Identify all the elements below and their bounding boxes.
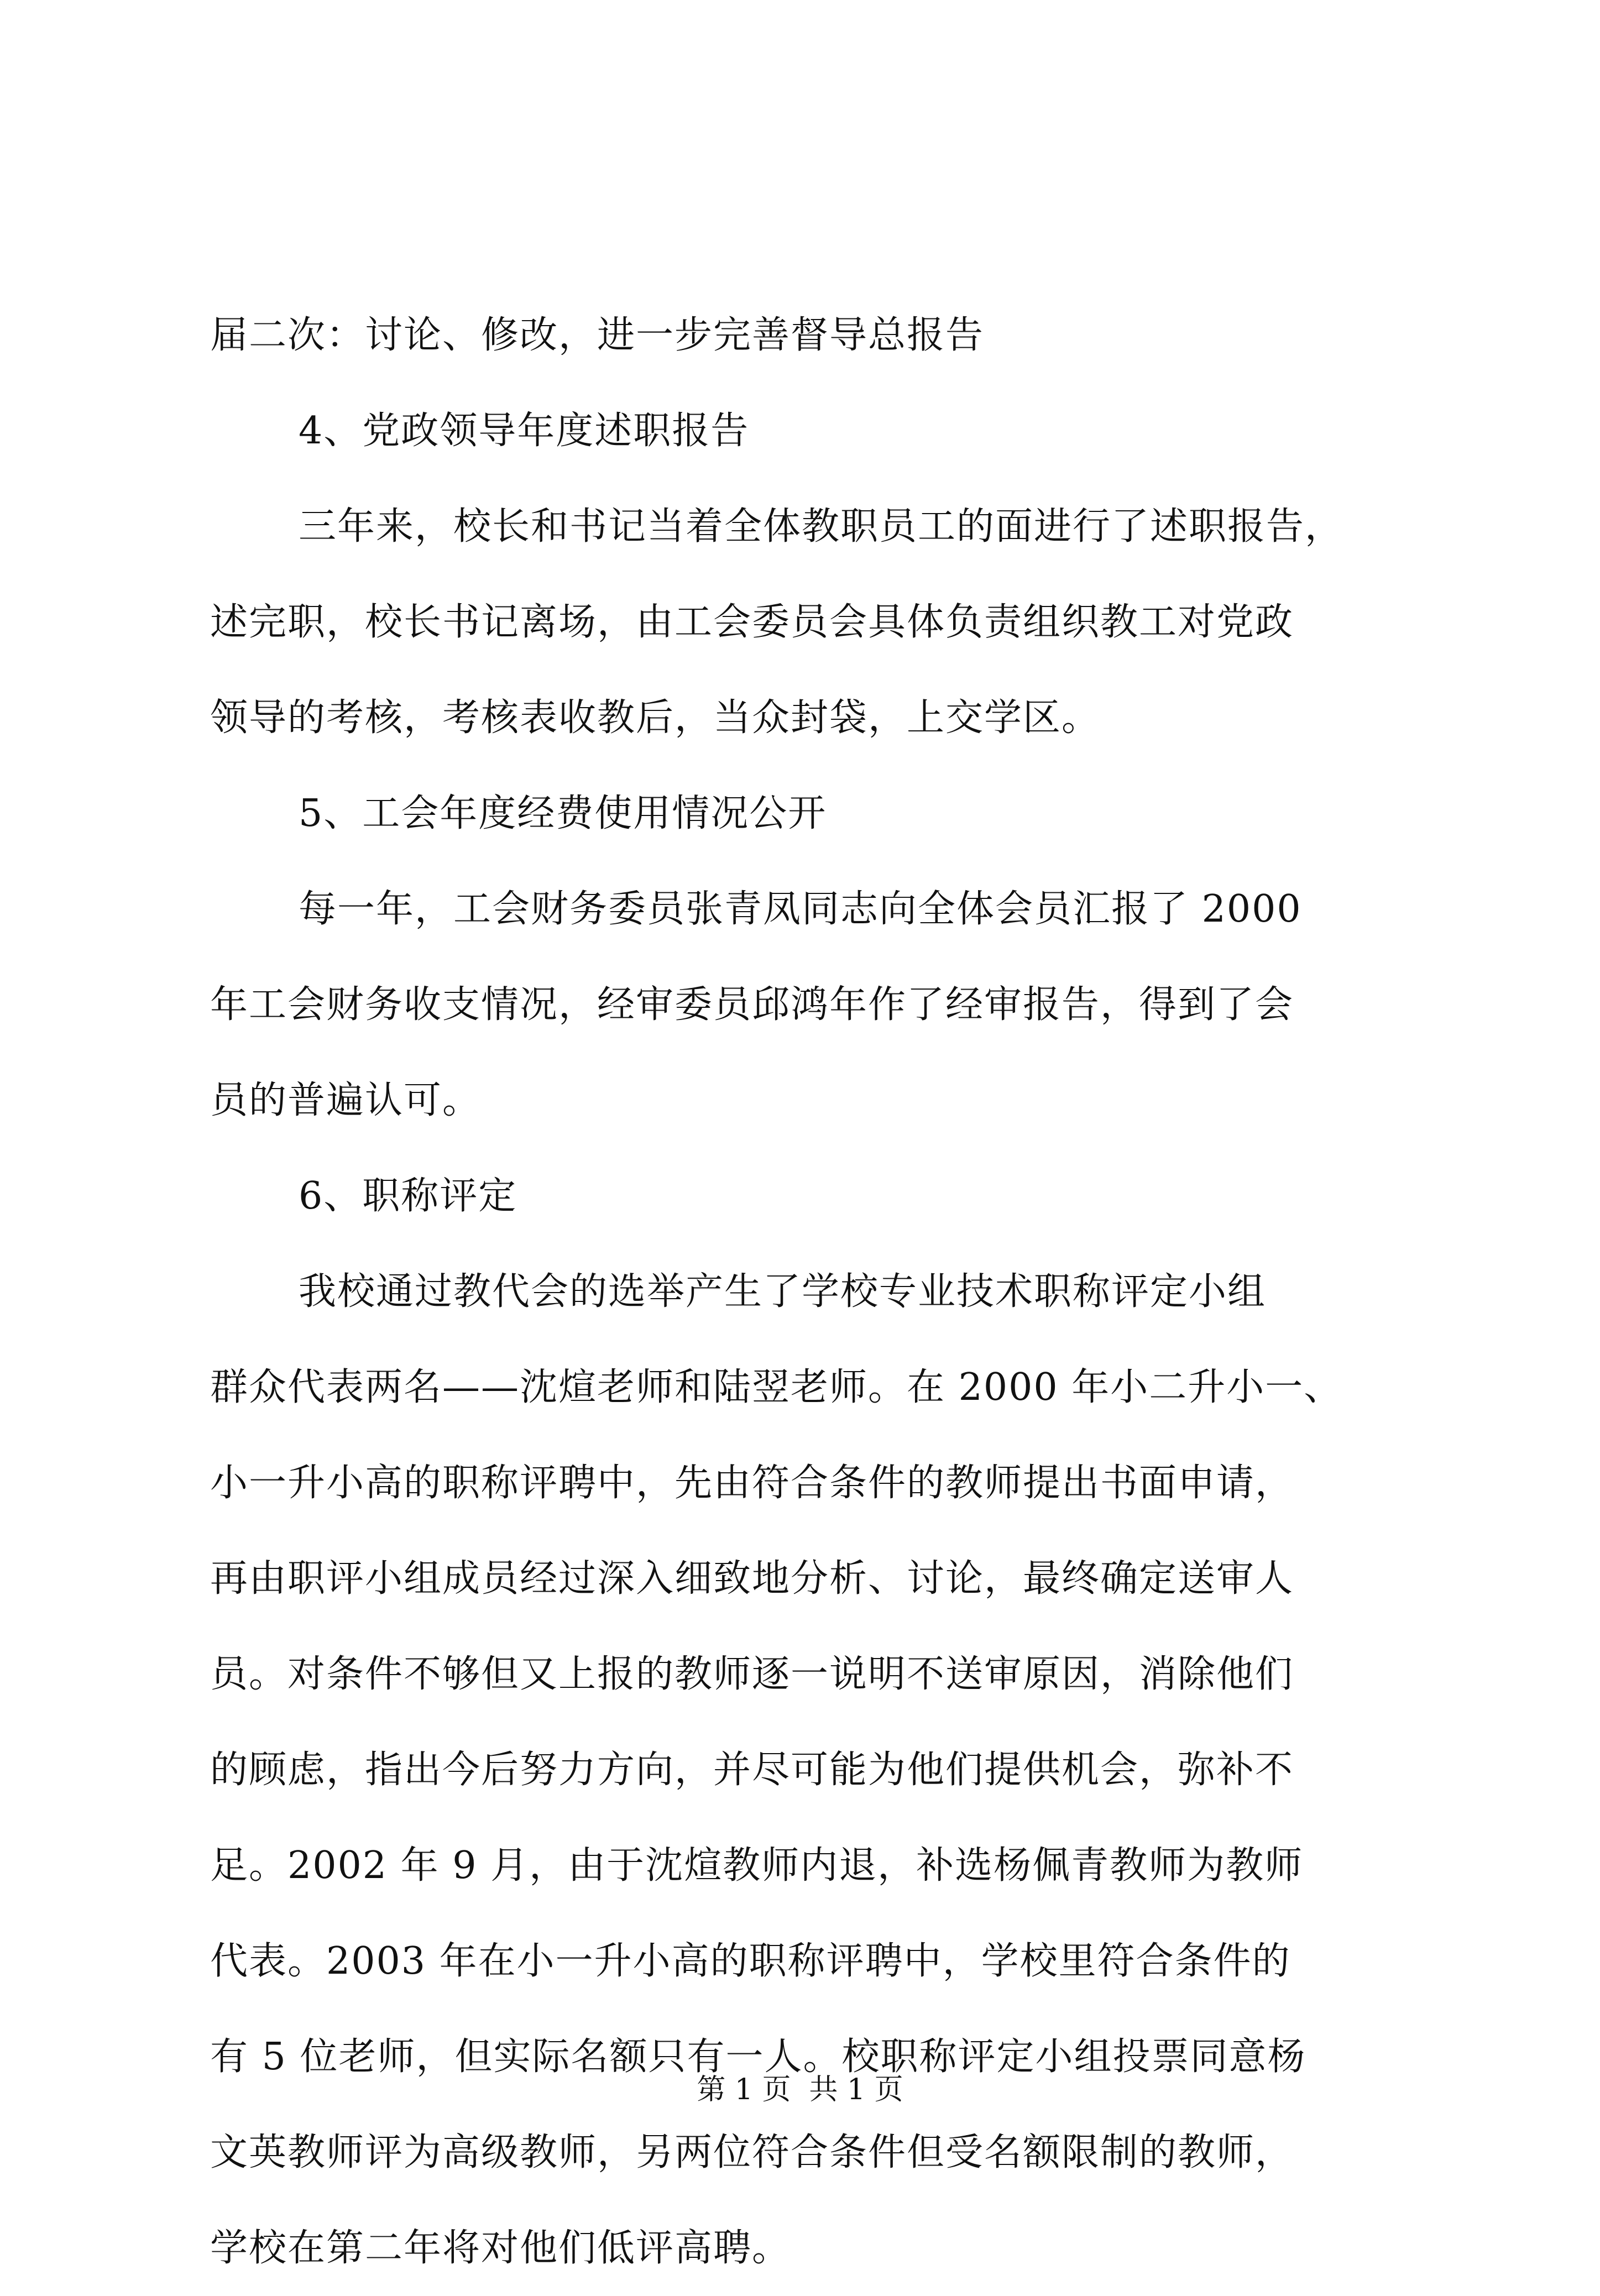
text-line-19: 有 5 位老师，但实际名额只有一人。校职称评定小组投票同意杨 bbox=[210, 2035, 1306, 2079]
text-line-8: 年工会财务收支情况，经审委员邱鸿年作了经审报告，得到了会 bbox=[210, 983, 1294, 1027]
text-line-5: 领导的考核，考核表收教后，当众封袋，上交学区。 bbox=[210, 696, 1101, 740]
section-heading-5: 5、工会年度经费使用情况公开 bbox=[299, 792, 827, 835]
text-line-20: 文英教师评为高级教师，另两位符合条件但受名额限制的教师， bbox=[210, 2131, 1294, 2174]
text-line-14: 再由职评小组成员经过深入细致地分析、讨论，最终确定送审人 bbox=[210, 1557, 1294, 1601]
section-heading-4: 4、党政领导年度述职报告 bbox=[299, 409, 750, 453]
document-body bbox=[210, 287, 1460, 2296]
text-line-3: 三年来，校长和书记当着全体教职员工的面进行了述职报告， bbox=[299, 505, 1344, 548]
text-line-1: 届二次：讨论、修改，进一步完善督导总报告 bbox=[210, 313, 985, 357]
text-line-12: 群众代表两名——沈煊老师和陆翌老师。在 2000 年小二升小一、 bbox=[210, 1366, 1343, 1409]
text-line-15: 员。对条件不够但又上报的教师逐一说明不送审原因，消除他们 bbox=[210, 1652, 1294, 1696]
text-line-21: 学校在第二年将对他们低评高聘。 bbox=[210, 2226, 791, 2270]
text-line-9: 员的普遍认可。 bbox=[210, 1079, 482, 1122]
text-line-13: 小一升小高的职称评聘中，先由符合条件的教师提出书面申请， bbox=[210, 1461, 1294, 1505]
text-line-17: 足。2002 年 9 月，由于沈煊教师内退，补选杨佩青教师为教师 bbox=[210, 1844, 1304, 1887]
text-line-7: 每一年，工会财务委员张青凤同志向全体会员汇报了 2000 bbox=[299, 887, 1302, 931]
text-line-11: 我校通过教代会的选举产生了学校专业技术职称评定小组 bbox=[299, 1270, 1267, 1314]
page-number-footer: 第 1 页 共 1 页 bbox=[697, 2073, 903, 2106]
section-heading-6: 6、职称评定 bbox=[299, 1174, 517, 1218]
text-line-18: 代表。2003 年在小一升小高的职称评聘中，学校里符合条件的 bbox=[210, 1939, 1291, 1983]
text-line-16: 的顾虑，指出今后努力方向，并尽可能为他们提供机会，弥补不 bbox=[210, 1748, 1294, 1792]
text-line-4: 述完职，校长书记离场，由工会委员会具体负责组织教工对党政 bbox=[210, 600, 1294, 644]
